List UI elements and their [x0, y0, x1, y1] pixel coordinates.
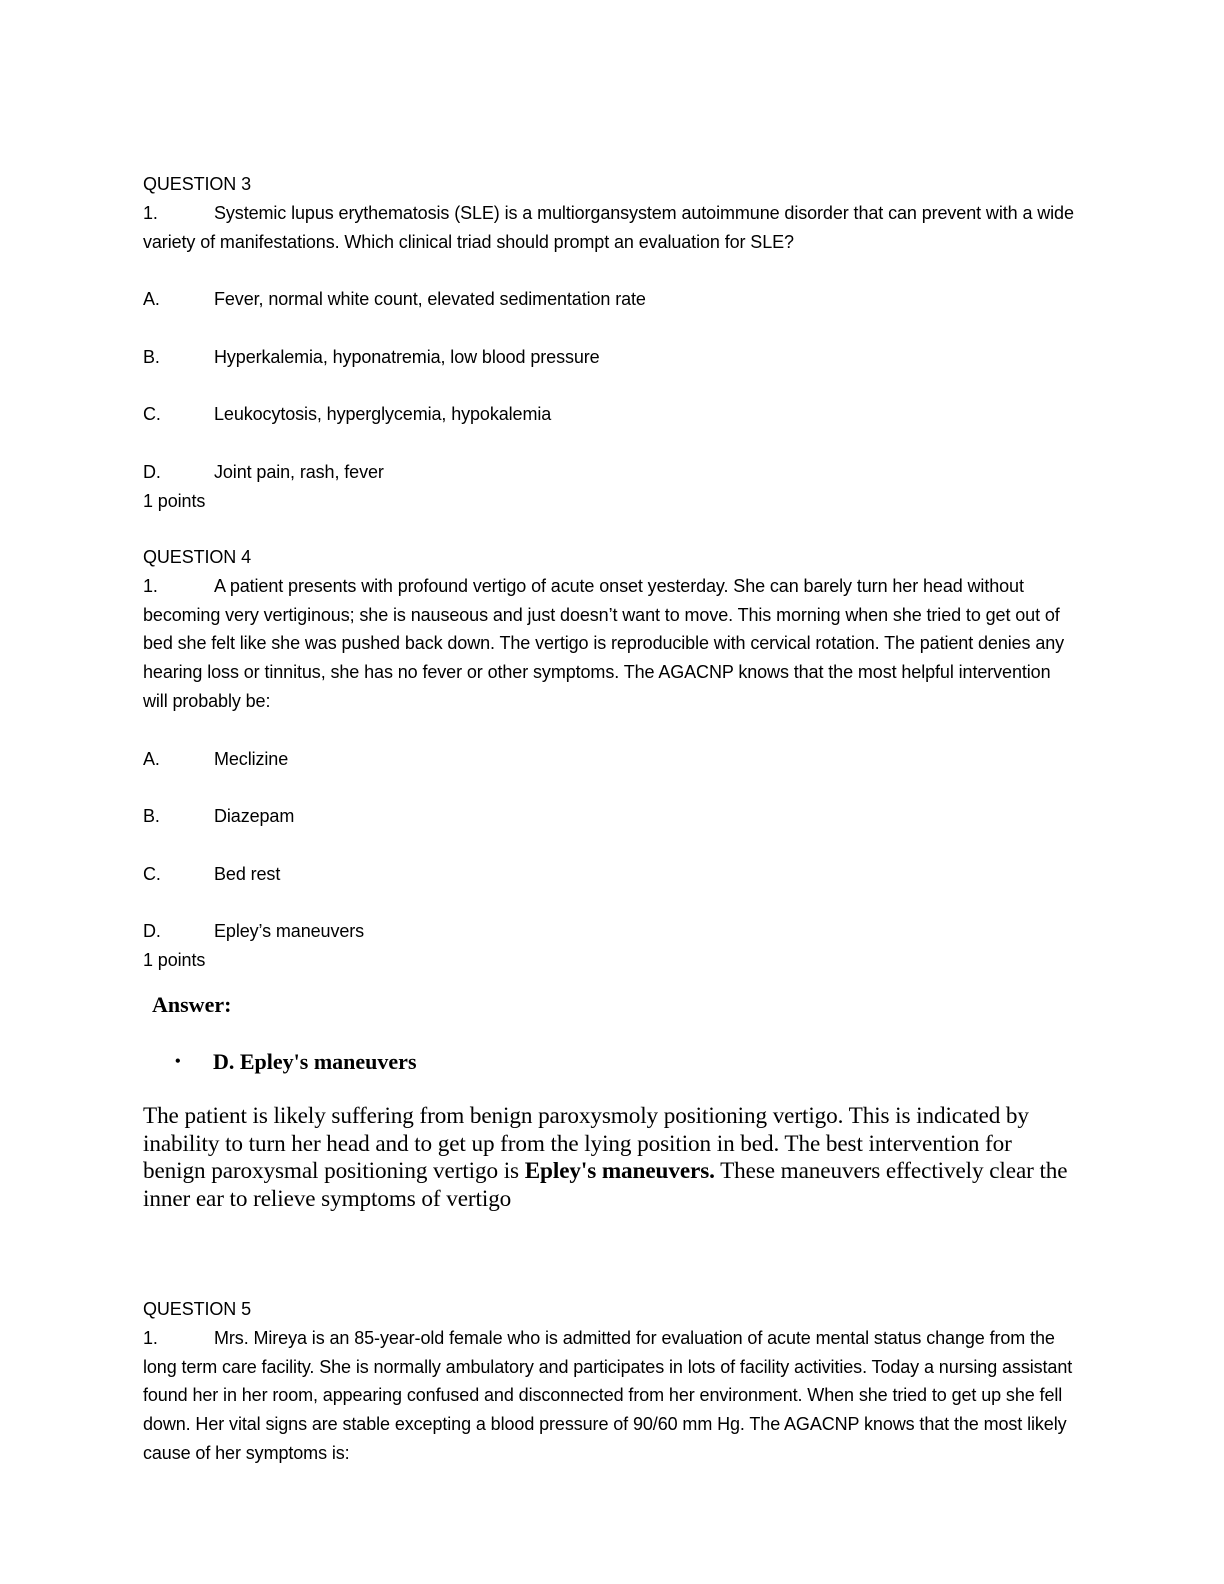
- option-letter: B.: [143, 806, 160, 827]
- explanation-text-end: These maneuvers effectively clear the inner ear to relieve symptoms of vertigo: [143, 1158, 1068, 1212]
- question-text-paragraph: [143, 572, 1074, 716]
- option-c: [143, 400, 1074, 429]
- question-4: [143, 543, 1074, 975]
- answer-choice-item: [175, 1047, 417, 1077]
- question-number: 1.: [143, 1327, 158, 1348]
- option-letter: D.: [143, 921, 161, 942]
- answer-explanation: [143, 1103, 1078, 1213]
- option-d: [143, 917, 1074, 946]
- option-b: [143, 343, 1074, 372]
- question-number: 1.: [143, 575, 158, 596]
- option-a: [143, 745, 1074, 774]
- option-b: [143, 802, 1074, 831]
- answer-label: Answer:: [152, 992, 232, 1017]
- option-d: [143, 458, 1074, 487]
- bullet-icon: •: [175, 1053, 181, 1070]
- option-text: Epley’s maneuvers: [214, 921, 365, 942]
- question-text-paragraph: [143, 199, 1074, 257]
- explanation-emphasis: Epley's maneuvers.: [524, 1158, 715, 1185]
- option-c: [143, 860, 1074, 889]
- option-text: Diazepam: [214, 806, 295, 827]
- points-label: 1 points: [143, 950, 206, 971]
- option-text: Joint pain, rash, fever: [214, 461, 384, 482]
- explanation-text: The patient is likely suffering from benign paroxysmoly positioning vertigo. This is indicated by inability to turn her head and to get up from the lying position in bed. The best intervention for benign paroxysmal positioning vertigo is: [143, 1103, 1029, 1185]
- question-text: Mrs. Mireya is an 85-year-old female who is admitted for evaluation of acute mental status change from the long term care facility. She is normally ambulatory and participates in lots of facility activities. Today a nursing assistant found her in her room, appearing confused and disconnected from her environment. When she tried to get up she fell down. Her vital signs are stable excepting a blood pressure of 90/60 mm Hg. The AGACNP knows that the most likely cause of her symptoms is:: [143, 1327, 1073, 1463]
- question-heading: QUESTION 4: [143, 547, 252, 567]
- option-letter: C.: [143, 863, 161, 884]
- question-3: [143, 170, 1074, 516]
- question-text: A patient presents with profound vertigo of acute onset yesterday. She can barely turn her head without becoming very vertiginous; she is nauseous and just doesn’t want to move. This morning when she tried to get out of bed she felt like she was pushed back down. The vertigo is reproducible with cervical rotation. The patient denies any hearing loss or tinnitus, she has no fever or other symptoms. The AGACNP knows that the most helpful intervention will probably be:: [143, 575, 1065, 711]
- option-text: Fever, normal white count, elevated sedimentation rate: [214, 289, 646, 310]
- option-text: Bed rest: [214, 863, 281, 884]
- option-letter: B.: [143, 346, 160, 367]
- question-heading: QUESTION 3: [143, 174, 252, 194]
- answer-choice: D. Epley's maneuvers: [213, 1049, 417, 1074]
- option-letter: C.: [143, 404, 161, 425]
- answer-list: [175, 1047, 417, 1077]
- option-letter: A.: [143, 748, 160, 769]
- option-text: Meclizine: [214, 748, 289, 769]
- question-text: Systemic lupus erythematosis (SLE) is a multiorgansystem autoimmune disorder that can prevent with a wide variety of manifestations. Which clinical triad should prompt an evaluation for SLE?: [143, 202, 1074, 252]
- option-letter: A.: [143, 289, 160, 310]
- question-number: 1.: [143, 202, 158, 223]
- option-letter: D.: [143, 461, 161, 482]
- question-text-paragraph: [143, 1324, 1074, 1468]
- question-5: [143, 1295, 1074, 1468]
- option-text: Leukocytosis, hyperglycemia, hypokalemia: [214, 404, 552, 425]
- option-text: Hyperkalemia, hyponatremia, low blood pressure: [214, 346, 600, 367]
- question-heading: QUESTION 5: [143, 1299, 252, 1319]
- option-a: [143, 285, 1074, 314]
- points-label: 1 points: [143, 490, 206, 511]
